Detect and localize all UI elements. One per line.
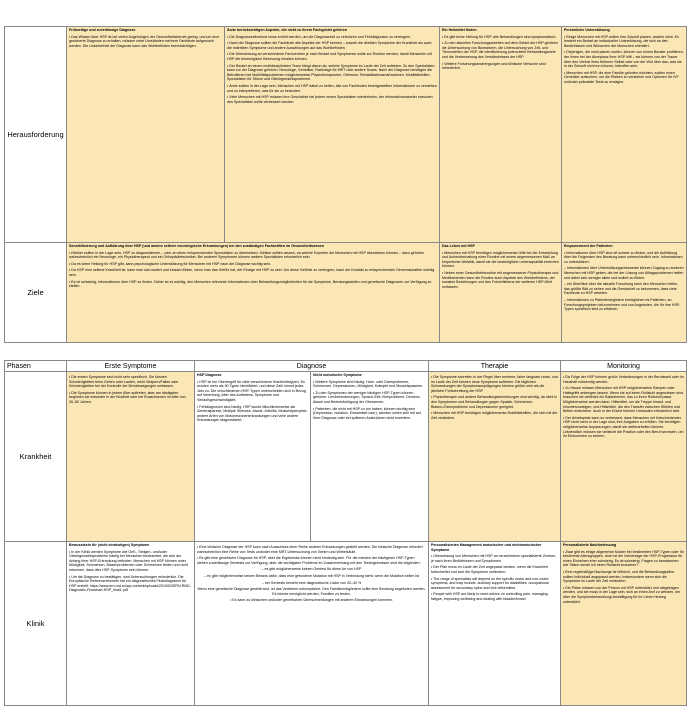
cell-monitoring-krankheit: • Da Folge der HSP können große Veränderungen in der Berufswelt oder im Haushalt notwendig werden. • Zu Hause müssen Menschen mit HSP möglicherweise Rampen oder Haltegriffe anbringen lassen. Wenn sie auf einen Rollstuhl angewiesen sind, brauchen sie vielleicht ein Badezimmer, das zu ihren Rollstuhl passt. Möglicherweise werden kann, Hilfsmittel, um die Treppe hinauf- und hinunterzusteigen, und Hilfsmittel, die den Transfer zwischen Stühlen und Betten erleichtern. Auch in der Küche können Umbauten erforderlich sein. • Der Arbeitsplatz kann so verbessert, dass Menschen mit fortschreitender HSP nicht mehr in der Lage sind, ihre Aufgaben zu erfüllen. Sie benötigen möglicherweise Anpassungen, damit sie weiterarbeiten können. Letztendlich müssen sie vielleicht die Position oder den Beruf wechseln, um ihr Einkommen zu sichern. (561, 372, 687, 542)
header-monitoring: Monitoring (561, 361, 687, 372)
row-krankheit (5, 372, 687, 542)
cell-leben-mit-hsp: Das Leben mit HSP • Menschen mit HSP benötigen möglicherweise Hilfe bei der Entwicklung und Aufrechterhaltung einer Routine mit einem angemessenen Maß an körperlicher Aktivität, damit sie die bestmögliche Lebensqualität erreichen können. • Neben einer Gesundheitsroutine mit angemessener Physiotherapie und Medikamenten kann die Routine auch Aspekte des Wohlbefindens, der sozialen Beziehungen und des Freizeitlebens der weiteren HSP-Welt umfassen. (440, 243, 562, 343)
cell-erste-symptome: • Die ersten Symptome sind nicht sehr spezifisch. Sie können Schwierigkeiten beim Gehen oder Laufen, mehr Stolpern/Fallen oder Schwierigkeiten bei der Kontrolle der Beinbewegungen umfassen. • Die Symptome können in jedem Alter auftreten, aber am häufigsten beginnen sie entweder in der Kindheit oder bei Erwachsenen im Alter von 30–50 Jahren. (67, 372, 195, 542)
header-phasen: Phasen (5, 361, 67, 372)
cell-klinische-diagnose: • Eine klinische Diagnose der HSP kann nach Ausschluss einer Reihe anderer Erkrankungen gestellt werden. Die klinische Diagnose erfordert wahrscheinlich eine Reihe von Tests und/oder eine MRT-Untersuchung von Gehirn und Wirbelsäule. • Es gibt eine genetische Diagnose für HSP, aber die Ergebnisse können nicht eindeutig sein. Für die meisten der häufigeren HSP-Typen stehen zuverlässige Gentests zur Verfügung, aber die wichtigsten Probleme im Zusammenhang mit den Testergebnissen sind die folgenden: – es gibt möglicherweise keinen Gentest für diese Art von HSP – es gibt möglicherweise keinen Beweis dafür, dass eine gefundene Mutation mit HSP in Verbindung steht, wenn die Mutation selten ist – bei Gentests besteht eine diagnostische Lücke von 30–40 % Wenn eine genetische Diagnose gestellt wird, ist das Verfahren unkompliziert. Den Familienmitgliedern sollte eine Beratung angeboten werden. Es könnte ermöglicht werden, Familien zu testen. • Es kann zu klinischen und/oder genetischen Überschneidungen mit anderen Erkrankungen kommen. (195, 542, 429, 706)
header-erste-symptome: Erste Symptome (67, 361, 195, 372)
row-herausforderung (5, 27, 687, 243)
row-label-klinik: Klinik (5, 542, 67, 706)
cell-aerzte-aspekte: Ärzte berücksichtigen Aspekte, die nicht zu ihrem Fachgebiet gehören • Die Diagnosezeitverlust muss erhöht werden, um die Diagnosezeit zu verkürzen und Fehldiagnosen zu verringern. • Nach der Diagnose sollten die Fachärzte alle Aspekte der HSP kennen – sowohl die direkten Symptome der Krankheit als auch die indirekten Symptome und andere Auswirkungen auf das Wohlbefinden. • Die Überweisung an verschiedene Fachzentren je nach Bedarf und Symptomen sollte zur Routine werden, damit Menschen mit HSP die bestmögliche Betreuung erhalten können. • Der Bedarf an einem multidisziplinären Team hängt davon ab, welche Symptome im Laufe der Zeit auftreten. Zu den Spezialisten kann vor der Diagnose gehören: Neurologe, Genetiker, Radiologe für MRT oder andere Scans. Nach der Diagnose benötigen die Betroffenen bei Mobilitätsproblemen möglicherweise Physiotherapeuten, Orthesen, Rehabilitationsmaßnahmen, Mobilitätshilfen, Spezialisten für Stürze und Gleichgewichtsprobleme. • Ärzte sollten in der Lage sein, Menschen mit HSP dabei zu helfen, alle von Fachleuten bereitgestellten Informationen zu verstehen und zu interpretieren, was für sie zu bedeuten. • Viele Menschen mit HSP müssen ihre Geschichte bei jedem neuen Spezialisten wiederholen, der Informationstransfer zwischen den Spezialisten sollte verbessert werden. (225, 27, 440, 243)
header-therapie: Therapie (429, 361, 561, 372)
cell-personalisiertes-management: Personalisiertes Management motorischer und nichtmotorischer Symptome • Überweisung von Menschen mit HSP an verschiedene spezialisierte Zentren, je nach ihren Bedürfnissen und Symptomen. • Der Plan muss im Laufe der Zeit angepasst werden, wenn die Krankheit fortschreitet und sich die Symptome verändern. • The range of specialists will depend on the specific motor and non-motor symptoms, and may include: auxiliary support for disabilities, occupational assessment for secondary spine and foot deformities. • People with HSP are likely to need advice on controlling pain, managing fatigue, improving wellbeing and dealing with bladder/bowel (429, 542, 561, 706)
row-label-krankheit: Krankheit (5, 372, 67, 542)
cell-hsp-diagnose: HSP Diagnose • HSP ist ein Oberbegriff für viele verschiedene Krankheitstypen. Es wurden mehr als 90 Typen identifiziert, und diese Zahl nimmt jedes Jahr zu. Die verschiedenen HSP-Typen unterscheiden sich in Bezug auf Vererbung, Alter des Auftretens, Symptome und Verlaufsgeschwindigkeit. • Fehldiagnosen sind häufig. HSP wurde fälschlicherweise als Zerebralparese, Multiple Sklerose, Ataxie, Arthritis, Muskeldystrophie, andere Arten von Motoneuronenerkrankungen und viele andere Erkrankungen diagnostiziert. (195, 372, 311, 542)
top-table (4, 26, 687, 343)
row-klinik (5, 542, 687, 706)
bottom-table (4, 360, 687, 706)
cell-nicht-motorische-symptome: Nicht motorische Symptome • Weitere Symptome sind häufig: Harn- oder Darmprobleme, Schmerzen, Depressionen, Müdigkeit, Krämpfe und Muskelspasmen. • Zu den Symptomen der weniger häufigen HSP-Typen können gehören: Lernbehinderungen, Sprach-/Hör-/Sehprobleme, Demenz, Ataxie und Beeinträchtigung der Oberarmen. • Patienten, die nicht mit HSP zu tun haben, können wichtig sein (Depression, Isolation, Einsamkeit usw.), wenden sollen sich mit auf Ihrer Diagnose oder bei späteren Ausbrüchen nicht erweitern. (311, 372, 429, 542)
cell-bewusstsein-symptome: Bewusstsein für (nicht eindeutigen) Symptome • In der Klinik werden Symptome wie Geh-, Steigen- und/oder Gleichgewichtsprobleme häufig bei Menschen beobachtet, die sich am Anfang ihrer HSP-Erkrankung befinden. Menschen mit HSP können unter Müdigkeit, Schmerzen, Blasenproblemen oder Schmerzen leiden und nicht erkennen, dass dies HSP-Symptome sein können. • Um die Diagnose zu bestätigen, sind Untersuchungen erforderlich. Die Europäische Referenznetzwerk hat ein diagnostisches Flussdiagramm für HSP erstellt: https://www.ern-rnd.eu/wp-content/uploads/2019/02/ERN-RND-Diagnostic-Flowchart-HSP_final1.pdf (67, 542, 195, 706)
cell-persoenliche-unterstuetzung: Persönliche Unterstützung • Einige Menschen mit HSP wollen ihre Zukunft planen, andere nicht. Es besteht ein Bedarf an individueller Unterstützung, die sich an den Bedürfnissen und Wünschen der Menschen orientiert. • Diejenigen, die nicht planen wollen, können von einem Berater profitieren, der ihnen bei der Akzeptanz ihrer HSP hilft – sie können von der Trauer über den Verlust ihres früheren Selbst oder von der Wut über das, was sie in der Zukunft nicht tun können, betroffen sein. • Menschen mit HSP, die eine Familie gründen möchten, sollten einen Genetiker aufsuchen, um die Risiken zu verstehen und Optionen für IVF und/oder pränatale Tests zu erwägen. (562, 27, 687, 243)
cell-empowerment: Empowerment der Patienten • Informationen über HSP sind oft schwer zu finden, und die Aufklärung über die Folgenden des Beratung kann unterschiedlich sein. Informationen zu unterstützen: – Informationen über Unterstützungsnetzwerke können Zugang zu anderen Menschen mit HSP geben, die bei der Lösung von Alltagsproblemen helfen und dabei sich weniger allein und isoliert zu fühlen. – ein Überblick über die aktuelle Forschung kann den Menschen helfen, das größte Bild zu sehen und die Gewissheit zu bekommen, dass viele Fachleute zu HSP arbeiten. – Informationen zu Patientenregistern ermöglichen es Patienten, an Forschungsprojekten teilzunehmen und von Angeboten, die für ihre HSP-Typen spezifisch sind zu erfahren. (562, 243, 687, 343)
row-ziele (5, 243, 687, 343)
row-label-herausforderung: Herausforderung (5, 27, 67, 243)
header-diagnose: Diagnose (195, 361, 429, 372)
cell-therapie-krankheit: • Die Symptome schreiten in der Regel über mehrere Jahre langsam voran, und im Laufe der Zeit können neue Symptome auftreten. Die täglichen Schwankungen der Symptomausprägungen können größer sein als die jährliche Fortschreitung der HSP. • Physiotherapie und andere Behandlungsbemühungen sind wichtig, da nicht in den Symptomen und Behandlungen gegen Spastik, Schmerzen, Blasen-/Darmprobleme und Depressionen geeignet. • Menschen mit HSP benötigen möglicherweise Mobilitätshilfen, die sich mit der Zeit verändern. (429, 372, 561, 542)
cell-sensibilisierung: Sensibilisierung und Aufklärung über HSP (und andere seltene neurologische Erkrankungen) bei den zuständigen Fachkräften im Gesundheitswesen • Kliniker sollten in der Lage sein, HSP zu diagnostizieren – oder an einen entsprechenden Spezialisten zu überweisen. Kliniker sollten wissen, an welche Experten die Menschen mit HSP überwiesen können – dazu gehören wahrscheinlich ein Neurologe, ein Physiotherapeut und ein Orthopädietechniker. Bei anderen Symptomen können weitere Spezialisten erforderlich sein. • Da es keine Heilung für HSP gibt, kann psychologische Unterstützung für Menschen mit HSP nach der Diagnose wichtig sein. • Da HSP eine seltene Krankheit ist, kann man sich isoliert und einsam fühlen, wenn man das Gefühl hat, der Einzige mit HSP zu sein. Um diese Gefühle zu verringern, kann der Kontakt zu entsprechenden Gemeinschaften wichtig sein. • Es ist schwierig, Informationen über HSP zu finden. Daher ist es wichtig, den Menschen relevante Informationen über Behandlungsmöglichkeiten für die Symptome, Beratungsstellen und genetische Diagnosen zur Verfügung zu stellen. (67, 243, 440, 343)
cell-personalisierte-nachbetreuung: Personalisierte Nachbetreuung • Zwar gibt es einige allgemeine Muster bei bestimmten HSP-Typen oder für bestimmte Altersgruppen, doch ist die Vorhersage der HSP-Progression für einen Einzelnen eher schwierig. Es ist schwierig, Fragen zu beantworten wie 'Wann werde ich einen Rollstuhl brauchen?' • Eine regelmäßige Nachsorge ist hilfreich, und die Behandlungspläne sollten individuell angepasst werden, insbesondere wenn sich die Symptome im Laufe der Zeit verändern. • Die Pläne müssen von der Person mit HSP unterstützt und mitgetragen werden, und sie muss in der Lage sein, sich an einen Arzt zu wenden, der über die Symptombehandlung/-bewältigung für ihr Leben hinweg unterstützt. (561, 542, 687, 706)
cell-fruehzeitige-diagnose: Frühzeitige und zuverlässige Diagnose • Das Wissen über HSP ist bei vielen Angehörigen der Gesundheitsberufe gering, und um eine gesicherte Diagnose zu erhalten, müssen unter Umständen mehrere Fachärzte aufgesucht werden. Die Unsicherheit der Diagnose kann das Wohlbefinden beeinträchtigen. (67, 27, 225, 243)
cell-heilmittel: Ein Heilmittel finden • Es gibt keine Heilung für HSP, alle Behandlungen sind symptomatisch. • Zu den aktuellen Forschungsarbeiten auf dem Gebiet der HSP gehören die Untersuchung von Biomarkern, die Untersuchung von Zell- und Tiermodellen der HSP, die Identifizierung potenzieller Behandlungsziele und die Verbesserung des Verständnisses der HSP. • Weitere Forschungsanstrengungen und klinische Versuche sind erforderlich. (440, 27, 562, 243)
header-row (5, 361, 687, 372)
row-label-ziele: Ziele (5, 243, 67, 343)
